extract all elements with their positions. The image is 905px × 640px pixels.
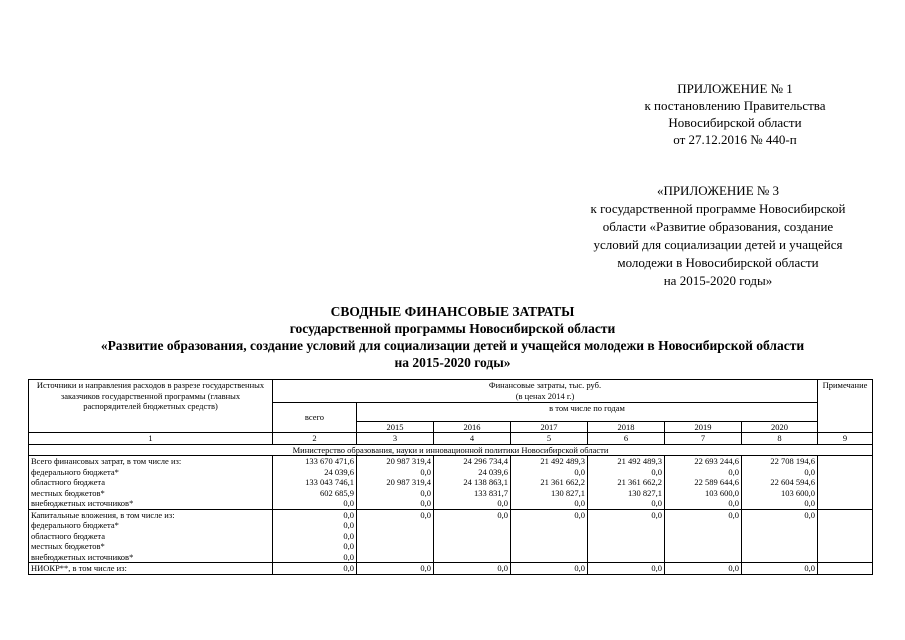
- column-number: 9: [818, 433, 873, 445]
- appendix-1-line: от 27.12.2016 № 440-п: [673, 132, 797, 147]
- cell-note: [818, 509, 873, 563]
- value: 103 600,0: [705, 487, 739, 498]
- cell-2019: 0,0: [665, 509, 742, 563]
- value: 133 043 746,1: [305, 477, 354, 487]
- row-label: Всего финансовых затрат, в том числе из:: [31, 456, 182, 466]
- financial-costs-table: [28, 379, 873, 575]
- appendix-3-line: условий для социализации детей и учащейся: [593, 237, 843, 252]
- row-label: Капитальные вложения, в том числе из:: [31, 509, 175, 520]
- row-labels: [29, 509, 273, 563]
- cell-2015: 0,0: [357, 563, 434, 575]
- value: 0,0: [651, 498, 662, 508]
- cell-2019: 0,0: [665, 563, 742, 575]
- column-number: 2: [273, 433, 357, 445]
- value: 130 827,1: [551, 487, 585, 498]
- column-number: 6: [588, 433, 665, 445]
- appendix-3-line: к государственной программе Новосибирской: [590, 201, 846, 216]
- value: 22 589 644,6: [694, 477, 739, 487]
- value: 0,0: [420, 498, 431, 508]
- row-label: НИОКР**, в том числе из:: [29, 563, 273, 575]
- value: 0,0: [343, 520, 354, 530]
- header-year: 2020: [742, 421, 818, 433]
- value: 20 987 319,4: [386, 477, 431, 487]
- header-financial: [273, 380, 818, 403]
- header-year: 2018: [588, 421, 665, 433]
- title-line: СВОДНЫЕ ФИНАНСОВЫЕ ЗАТРАТЫ: [330, 304, 575, 319]
- appendix-1-block: [600, 80, 870, 148]
- cell-2016: 0,0: [434, 509, 511, 563]
- value: 0,0: [420, 487, 431, 498]
- value: 0,0: [804, 466, 816, 477]
- column-number: 5: [511, 433, 588, 445]
- cell-total: 0,0: [273, 563, 357, 575]
- row-label: местных бюджетов*: [31, 541, 105, 551]
- value: 0,0: [728, 466, 739, 477]
- column-number: 1: [29, 433, 273, 445]
- cell-note: [818, 456, 873, 510]
- row-label: федерального бюджета*: [31, 466, 119, 477]
- value: 602 685,9: [320, 487, 354, 498]
- value: 0,0: [497, 498, 508, 508]
- row-label: внебюджетных источников*: [31, 551, 134, 562]
- value: 133 831,7: [474, 487, 508, 498]
- header-year: 2016: [434, 421, 511, 433]
- cell-2018: 0,0: [588, 509, 665, 563]
- cell-2017: 0,0: [511, 509, 588, 563]
- appendix-1-line: к постановлению Правительства: [644, 98, 826, 113]
- value: 0,0: [343, 509, 354, 520]
- table-row-rnd: [29, 563, 873, 575]
- value: 0,0: [343, 541, 354, 551]
- value: 22 693 244,6: [694, 456, 739, 466]
- row-labels: [29, 456, 273, 510]
- value: 21 492 489,3: [540, 456, 585, 466]
- header-year: 2019: [665, 421, 742, 433]
- ministry-row: Министерство образования, науки и инновационной политики Новосибирской области: [29, 444, 873, 456]
- value: 0,0: [651, 466, 662, 477]
- appendix-3-block: [548, 182, 888, 290]
- value: 0,0: [574, 466, 585, 477]
- cell-2017: 0,0: [511, 563, 588, 575]
- cell-2020: 0,0: [742, 563, 818, 575]
- header-prices-label: (в ценах 2014 г.): [515, 390, 575, 401]
- value: 24 039,6: [478, 466, 508, 477]
- appendix-3-line: на 2015-2020 годы»: [663, 273, 773, 288]
- cell-note: [818, 563, 873, 575]
- appendix-1-line: Новосибирской области: [668, 115, 802, 130]
- cell-2018: [588, 456, 665, 510]
- value: 103 600,0: [781, 487, 816, 498]
- appendix-3-line: области «Развитие образования, создание: [602, 219, 834, 234]
- appendix-3-line: «ПРИЛОЖЕНИЕ № 3: [656, 183, 780, 198]
- header-by-years: в том числе по годам: [357, 403, 818, 422]
- value: 24 039,6: [324, 466, 354, 477]
- header-year: 2017: [511, 421, 588, 433]
- value: 21 361 662,2: [540, 477, 585, 487]
- title-line: государственной программы Новосибирской области: [289, 321, 616, 336]
- value: 0,0: [728, 498, 739, 508]
- cell-2015: [357, 456, 434, 510]
- row-label: федерального бюджета*: [31, 520, 119, 530]
- value: 133 670 471,6: [305, 456, 354, 466]
- value: 0,0: [804, 498, 816, 508]
- header-year: 2015: [357, 421, 434, 433]
- cell-2019: [665, 456, 742, 510]
- column-number: 4: [434, 433, 511, 445]
- value: 20 987 319,4: [386, 456, 431, 466]
- title-line: «Развитие образования, создание условий для социализации детей и учащейся молодежи в Новосибирской области: [100, 338, 805, 353]
- value: 21 492 489,3: [617, 456, 662, 466]
- cell-2020: [742, 456, 818, 510]
- document-title: [20, 303, 885, 371]
- value: 0,0: [343, 530, 354, 541]
- value: 0,0: [420, 466, 431, 477]
- row-label: местных бюджетов*: [31, 487, 105, 498]
- header-financial-label: Финансовые затраты, тыс. руб.: [488, 380, 602, 390]
- value: 22 708 194,6: [770, 456, 816, 466]
- row-label: областного бюджета: [31, 530, 106, 541]
- cell-total: [273, 456, 357, 510]
- value: 0,0: [343, 551, 354, 562]
- header-total: всего: [273, 403, 357, 433]
- table-row-total-costs: [29, 456, 873, 510]
- title-line: на 2015-2020 годы»: [394, 355, 511, 370]
- cell-2016: 0,0: [434, 563, 511, 575]
- value: 24 296 734,4: [463, 456, 508, 466]
- value: 0,0: [343, 498, 354, 508]
- column-number: 7: [665, 433, 742, 445]
- column-number: 8: [742, 433, 818, 445]
- header-note: Примечание: [818, 380, 873, 433]
- appendix-3-line: молодежи в Новосибирской области: [617, 255, 819, 270]
- header-source-column: Источники и направления расходов в разрезе государственных заказчиков государственной программы (главных распорядителей бюджетных средств): [29, 380, 273, 433]
- table-row-capital-investments: [29, 509, 873, 563]
- cell-2016: [434, 456, 511, 510]
- row-label: областного бюджета: [31, 477, 106, 487]
- value: 22 604 594,6: [770, 477, 816, 487]
- value: 130 827,1: [628, 487, 662, 498]
- cell-2018: 0,0: [588, 563, 665, 575]
- cell-total: [273, 509, 357, 563]
- cell-2015: 0,0: [357, 509, 434, 563]
- cell-2020: 0,0: [742, 509, 818, 563]
- cell-2017: [511, 456, 588, 510]
- appendix-1-line: ПРИЛОЖЕНИЕ № 1: [677, 81, 793, 96]
- column-number: 3: [357, 433, 434, 445]
- value: 24 138 863,1: [463, 477, 508, 487]
- value: 21 361 662,2: [617, 477, 662, 487]
- row-label: внебюджетных источников*: [31, 498, 134, 508]
- value: 0,0: [574, 498, 585, 508]
